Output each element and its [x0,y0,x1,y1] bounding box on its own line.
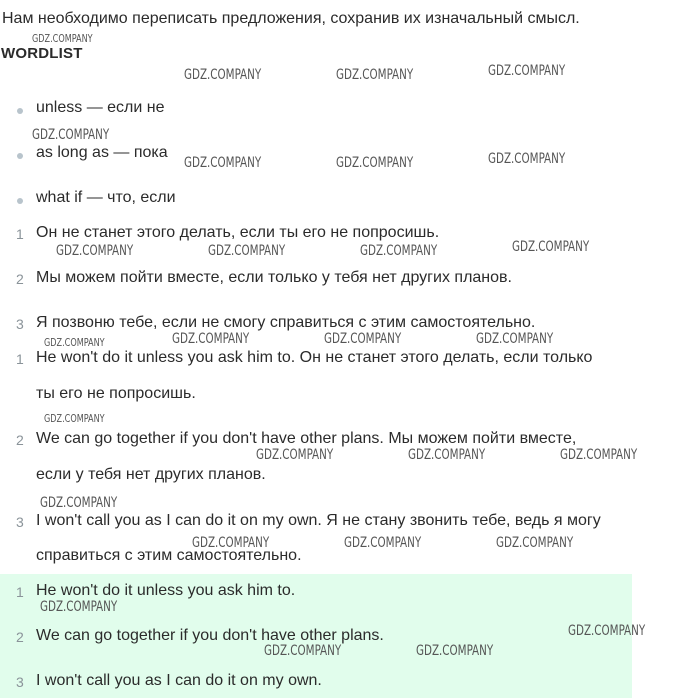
item-number: 2 [16,432,24,448]
answer-sentence: I won't call you as I can do it on my own. [36,672,322,689]
watermark: GDZ.COMPANY [32,127,110,143]
watermark: GDZ.COMPANY [360,243,438,259]
answer-sentence: He won't do it unless you ask him to. [36,582,296,599]
watermark: GDZ.COMPANY [32,32,93,45]
example-line: справиться с этим самостоятельно. [36,547,302,564]
watermark: GDZ.COMPANY [476,331,554,347]
wordlist-item: as long as — пока [36,144,168,161]
watermark: GDZ.COMPANY [512,239,590,255]
item-number: 1 [16,584,24,600]
watermark: GDZ.COMPANY [568,623,646,639]
russian-sentence: Он не станет этого делать, если ты его не попросишь. [36,224,440,241]
watermark: GDZ.COMPANY [488,63,566,79]
watermark: GDZ.COMPANY [44,336,105,349]
example-line: We can go together if you don't have other plans. Мы можем пойти вместе, [36,430,577,447]
watermark: GDZ.COMPANY [208,243,286,259]
watermark: GDZ.COMPANY [496,535,574,551]
wordlist-item: unless — если не [36,99,165,116]
intro-text: Нам необходимо переписать предложения, сохранив их изначальный смысл. [2,10,580,27]
watermark: GDZ.COMPANY [324,331,402,347]
russian-sentence: Я позвоню тебе, если не смогу справиться с этим самостоятельно. [36,314,536,331]
watermark: GDZ.COMPANY [172,331,250,347]
item-number: 2 [16,271,24,287]
bullet-icon [17,198,23,204]
watermark: GDZ.COMPANY [184,155,262,171]
example-line: если у тебя нет других планов. [36,466,266,483]
watermark: GDZ.COMPANY [336,67,414,83]
watermark: GDZ.COMPANY [264,643,342,659]
wordlist-item: what if — что, если [36,189,176,206]
item-number: 3 [16,514,24,530]
item-number: 2 [16,629,24,645]
item-number: 1 [16,226,24,242]
example-line: ты его не попросишь. [36,385,196,402]
item-number: 1 [16,351,24,367]
watermark: GDZ.COMPANY [488,151,566,167]
russian-sentence: Мы можем пойти вместе, если только у тебя нет других планов. [36,269,512,286]
example-line: He won't do it unless you ask him to. Он не станет этого делать, если только [36,349,593,366]
watermark: GDZ.COMPANY [56,243,134,259]
watermark: GDZ.COMPANY [256,447,334,463]
answer-sentence: We can go together if you don't have other plans. [36,627,384,644]
item-number: 3 [16,316,24,332]
watermark: GDZ.COMPANY [44,412,105,425]
watermark: GDZ.COMPANY [344,535,422,551]
wordlist-heading: WORDLIST [1,45,83,62]
bullet-icon [17,153,23,159]
watermark: GDZ.COMPANY [416,643,494,659]
watermark: GDZ.COMPANY [184,67,262,83]
watermark: GDZ.COMPANY [40,495,118,511]
bullet-icon [17,108,23,114]
watermark: GDZ.COMPANY [560,447,638,463]
item-number: 3 [16,674,24,690]
watermark: GDZ.COMPANY [192,535,270,551]
watermark: GDZ.COMPANY [40,599,118,615]
example-line: I won't call you as I can do it on my own. Я не стану звонить тебе, ведь я могу [36,512,601,529]
watermark: GDZ.COMPANY [336,155,414,171]
watermark: GDZ.COMPANY [408,447,486,463]
